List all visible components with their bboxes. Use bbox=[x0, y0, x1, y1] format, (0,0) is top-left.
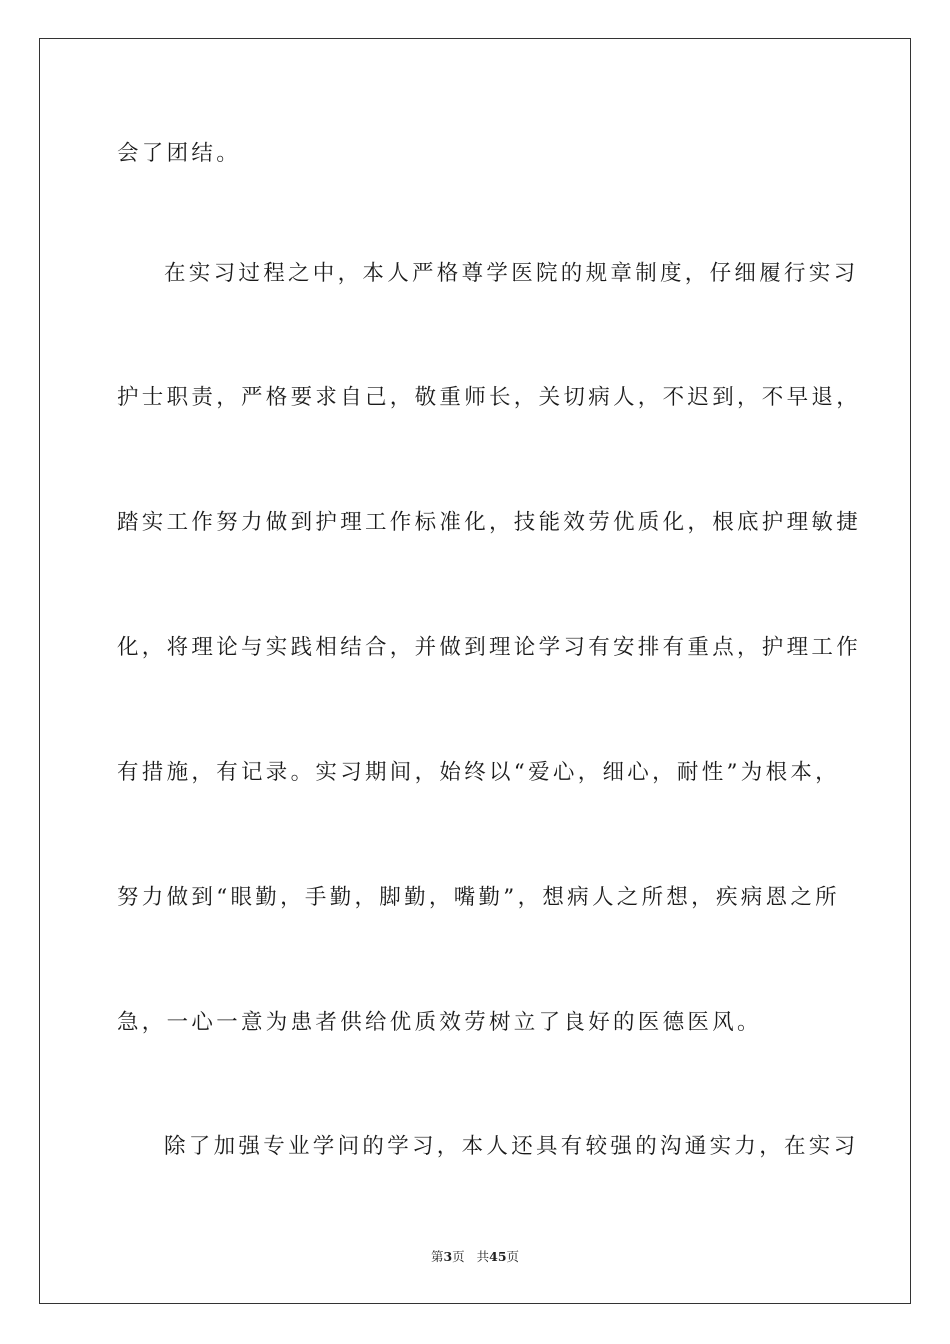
page-footer bbox=[0, 1247, 950, 1265]
text-line-7: 努力做到“眼勤，手勤，脚勤，嘴勤”，想病人之所想，疾病恩之所 bbox=[117, 885, 840, 910]
text-line-5: 化，将理论与实践相结合，并做到理论学习有安排有重点，护理工作 bbox=[117, 635, 862, 660]
total-prefix: 共 bbox=[476, 1249, 490, 1264]
text-line-3: 护士职责，严格要求自己，敬重师长，关切病人，不迟到，不早退， bbox=[117, 385, 862, 410]
text-line-2: 在实习过程之中，本人严格尊学医院的规章制度，仔细履行实习 bbox=[164, 261, 859, 286]
text-line-8: 急，一心一意为患者供给优质效劳树立了良好的医德医风。 bbox=[117, 1010, 762, 1035]
text-line-6: 有措施，有记录。实习期间，始终以“爱心，细心，耐性”为根本， bbox=[117, 760, 840, 785]
page-suffix: 页 bbox=[452, 1249, 465, 1264]
text-line-4: 踏实工作努力做到护理工作标准化，技能效劳优质化，根底护理敏捷 bbox=[117, 510, 862, 535]
total-pages: 45 bbox=[489, 1249, 507, 1264]
text-line-1: 会了团结。 bbox=[117, 141, 242, 166]
page-border bbox=[39, 38, 911, 1304]
page-number: 3 bbox=[443, 1249, 453, 1264]
total-suffix: 页 bbox=[506, 1249, 520, 1264]
text-line-9: 除了加强专业学问的学习，本人还具有较强的沟通实力，在实习 bbox=[164, 1134, 859, 1159]
page-prefix: 第 bbox=[430, 1249, 444, 1264]
